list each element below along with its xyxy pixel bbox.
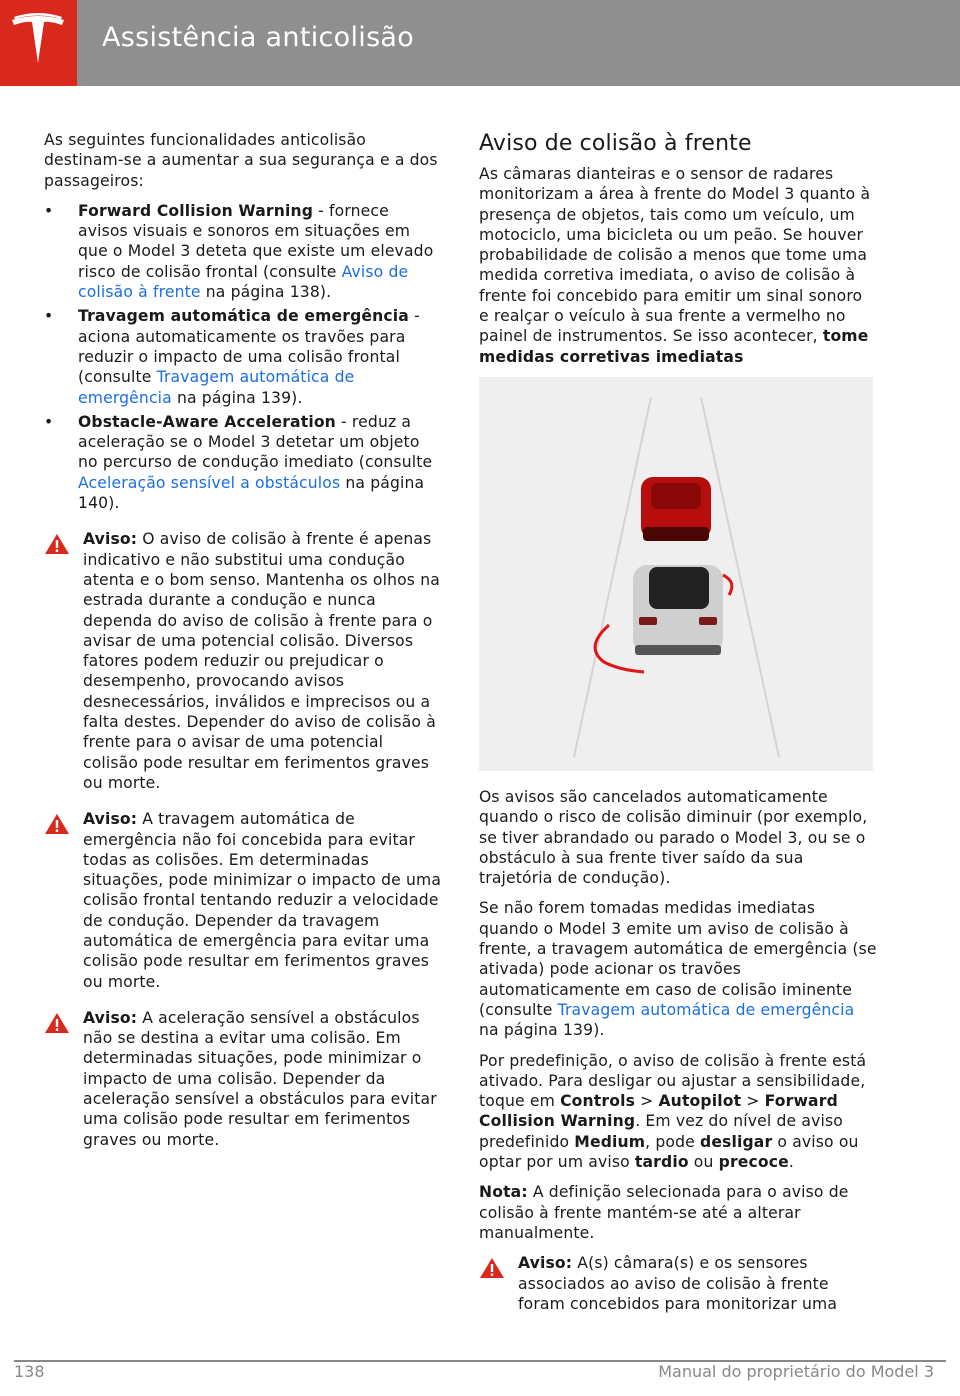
text-run: - reduz a aceleração se o Model 3 detetar um objeto no percurso de condução imediato (consulte (78, 412, 433, 472)
bold-text: tome medidas corretivas imediatas (479, 327, 869, 366)
text-run: A aceleração sensível a obstáculos não se destina a evitar uma colisão. Em determinadas situações, pode minimizar o impacto de uma colisão. Depender da aceleração sensível a obstáculos para evitar uma colisão pode resultar em ferimentos graves ou morte. (83, 1008, 437, 1149)
bold-text: Autopilot (658, 1092, 742, 1111)
list-item (44, 412, 442, 513)
page-title: Assistência anticolisão (102, 22, 415, 53)
text-run: na página 139). (171, 388, 303, 407)
paragraph (479, 898, 877, 1040)
right-column (479, 130, 877, 1330)
cross-reference-link[interactable]: Aviso de colisão à frente (78, 262, 409, 302)
page-number: 138 (14, 1362, 45, 1381)
paragraph (479, 1051, 877, 1173)
text-run: A definição selecionada para o aviso de colisão à frente mantém-se até a alterar manualmente. (479, 1183, 849, 1242)
list-item (44, 306, 442, 407)
text-run: > (635, 1092, 659, 1111)
warning-icon (44, 813, 70, 835)
bold-text: Forward Collision Warning (479, 1092, 838, 1131)
warning-block (44, 529, 442, 793)
paragraph (479, 787, 877, 888)
text-run: As câmaras dianteiras e o sensor de radares monitorizam a área à frente do Model 3 quanto à presença de objetos, tais como um veículo, um motociclo, uma bicicleta ou um peão. Se houver probabilidade de colisão a menos que tome uma medida corretiva imediata, o aviso de colisão à frente foi concebido para emitir um sinal sonoro e realçar o veículo à sua frente a vermelho no painel de instrumentos. Se isso acontecer, (479, 165, 871, 346)
text-run: A(s) câmara(s) e os sensores associados ao aviso de colisão à frente foram concebidos para monitorizar uma (518, 1254, 838, 1313)
bold-text: Medium (574, 1132, 646, 1151)
section-heading: Aviso de colisão à frente (479, 131, 752, 156)
bold-text: desligar (700, 1132, 773, 1151)
text-run: - fornece avisos visuais e sonoros em situações em que o Model 3 deteta que existe um elevado risco de colisão frontal (consulte (78, 201, 434, 281)
own-car-silver (633, 565, 723, 655)
text-run: Os avisos são cancelados automaticamente quando o risco de colisão diminuir (por exemplo, se tiver abrandado ou parado o Model 3, ou se o obstáculo à sua frente tiver saído da sua trajetória de condução). (479, 787, 868, 888)
warning-icon (44, 1012, 70, 1034)
text-run: > (741, 1092, 765, 1111)
paragraph (479, 1182, 877, 1243)
bold-text: Obstacle-Aware Acceleration (78, 412, 336, 431)
bullet-glyph: • (44, 201, 54, 220)
bold-text: Aviso: (518, 1254, 573, 1273)
text-run: na página 140). (78, 473, 425, 513)
bold-text: Nota: (479, 1183, 528, 1202)
page-header (0, 0, 960, 86)
warnings-list (44, 529, 442, 1150)
tesla-logo (0, 0, 77, 86)
text-run: na página 139). (479, 1021, 605, 1040)
cross-reference-link[interactable]: Travagem automática de emergência (557, 1000, 855, 1019)
text-run: o aviso ou optar por um aviso (479, 1132, 859, 1172)
text-run: . Em vez do nível de aviso predefinido (479, 1112, 843, 1151)
lead-car-red (641, 477, 711, 541)
bold-text: Forward Collision Warning (78, 201, 314, 220)
bold-text: Aviso: (83, 1008, 138, 1027)
bold-text: tardio (634, 1153, 689, 1172)
cross-reference-link[interactable]: Travagem automática de emergência (78, 368, 355, 407)
text-run: na página 138). (200, 283, 332, 302)
text-run: , pode (645, 1132, 701, 1151)
warning-block (479, 1253, 877, 1314)
bold-text: Aviso: (83, 810, 138, 829)
collision-warning-illustration (479, 377, 873, 771)
list-item (44, 201, 442, 302)
bold-text: Travagem automática de emergência (78, 307, 409, 326)
intro-paragraph: As seguintes funcionalidades anticolisão destinam-se a aumentar a sua segurança e a dos passageiros: (44, 131, 438, 190)
left-column (44, 130, 442, 1166)
bold-text: Controls (560, 1092, 636, 1111)
manual-title: Manual do proprietário do Model 3 (658, 1362, 934, 1381)
text-run: Se não forem tomadas medidas imediatas quando o Model 3 emite um aviso de colisão à frente, a travagem automática de emergência (se ativada) pode acionar os travões automaticamente em caso de colisão iminente (consulte (479, 899, 877, 1019)
text-run: O aviso de colisão à frente é apenas indicativo e não substitui uma condução atenta e o bom senso. Mantenha os olhos na estrada durante a condução e nunca dependa do aviso de colisão à frente para o avisar de uma potencial colisão. Diversos fatores podem reduzir ou prejudicar o desempenho, provocando avisos desnecessários, inválidos e imprecisos ou a falta destes. Depender do aviso de colisão à frente para o avisar de uma potencial colisão pode resultar em ferimentos graves ou morte. (83, 530, 440, 792)
bullet-glyph: • (44, 307, 54, 326)
text-run: A travagem automática de emergência não foi concebida para evitar todas as colisões. Em determinadas situações, pode minimizar o impacto de uma colisão frontal tentando reduzir a velocidade de condução. Depender da travagem automática de emergência para evitar uma colisão pode resultar em ferimentos graves ou morte. (83, 810, 442, 991)
cross-reference-link[interactable]: Aceleração sensível a obstáculos (78, 473, 341, 492)
bold-text: Aviso: (83, 530, 138, 549)
text-run: . (788, 1153, 795, 1172)
text-run: Por predefinição, o aviso de colisão à frente está ativado. Para desligar ou ajustar a sensibilidade, toque em (479, 1051, 867, 1111)
warning-icon (479, 1257, 505, 1279)
warning-block (44, 1008, 442, 1150)
text-run: - aciona automaticamente os travões para reduzir o impacto de uma colisão frontal (consulte (78, 307, 420, 387)
paragraph (479, 164, 877, 367)
warning-block (44, 809, 442, 992)
bold-text: precoce (718, 1153, 789, 1172)
feature-list (44, 201, 442, 513)
bullet-glyph: • (44, 412, 54, 431)
warning-icon (44, 533, 70, 555)
text-run: ou (688, 1153, 719, 1172)
